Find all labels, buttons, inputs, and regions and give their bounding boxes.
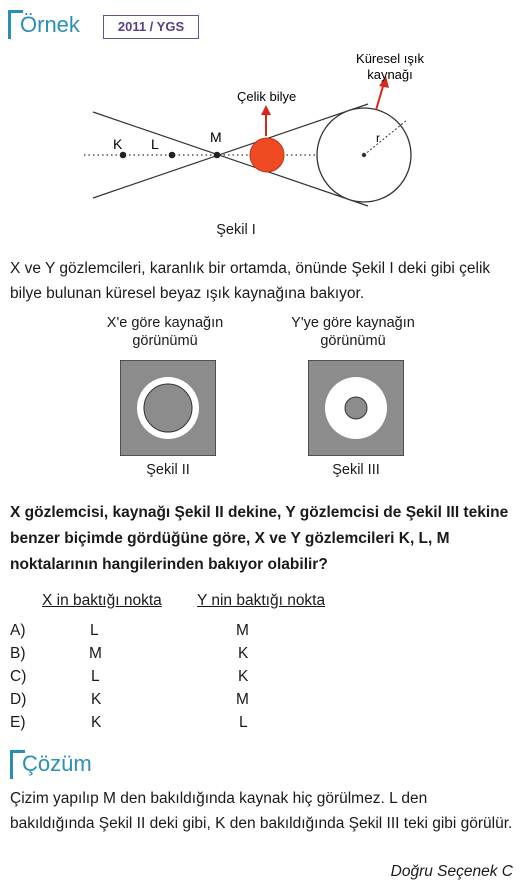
exam-tag: 2011 / YGS [103,15,199,39]
source-arrow-shaft [376,83,384,110]
solution-paragraph: Çizim yapılıp M den bakıldığında kaynak hiç görülmez. L den bakıldığında Şekil II deki gibi, K den bakıldığında Şekil III teki gibi görülür. [10,790,513,832]
figure-3-title: Y'ye göre kaynağın görünümü [291,315,415,349]
option-a-y: M [236,622,249,639]
option-b-letter[interactable]: B) [10,645,26,662]
option-c-y: K [238,668,249,685]
option-c-x: L [91,668,100,685]
option-e-x: K [91,714,102,731]
point-m-dot [214,152,221,159]
option-a-x: L [90,622,99,639]
steel-ball-label: Çelik bilye [237,89,297,104]
ornek-title: Örnek [20,12,80,37]
point-k-label: K [113,136,123,152]
correct-answer: Doğru Seçenek C [390,863,513,880]
figure-3-view [308,360,404,456]
option-d-x: K [91,691,102,708]
figure-3-ball-disk [345,397,367,419]
intro-paragraph: X ve Y gözlemcileri, karanlık bir ortamda, önünde Şekil I deki gibi çelik bilye bulunan küresel beyaz ışık kaynağına bakıyor. [10,260,491,302]
steel-ball [250,138,284,172]
point-k-dot [120,152,127,159]
column-x-header: X in baktığı nokta [42,592,162,609]
figure-2-title: X'e göre kaynağın görünümü [106,315,224,349]
ball-arrow-head [261,105,271,115]
figure-2-ball-disk [144,384,192,432]
option-b-x: M [89,645,102,662]
source-label-line1: Küresel ışık [356,51,424,66]
source-label-line2: kaynağı [367,67,413,82]
figure-2-view [120,360,216,456]
column-y-header: Y nin baktığı nokta [197,592,326,609]
option-d-y: M [236,691,249,708]
source-center [362,153,366,157]
point-l-dot [169,152,176,159]
radius-label: r [376,131,380,145]
solution-title: Çözüm [22,751,92,776]
question-paragraph: X gözlemcisi, kaynağı Şekil II dekine, Y gözlemcisi de Şekil III tekine benzer biçimde gördüğüne göre, X ve Y gözlemcileri K, L, M noktalarının hangilerinden bakıyor olabilir? [10,504,509,573]
point-l-label: L [151,136,159,152]
figure-2-caption: Şekil II [146,462,190,478]
option-c-letter[interactable]: C) [10,668,27,685]
option-a-letter[interactable]: A) [10,622,26,639]
option-e-letter[interactable]: E) [10,714,26,731]
option-d-letter[interactable]: D) [10,691,27,708]
figure-3-caption: Şekil III [332,462,380,478]
option-b-y: K [238,645,249,662]
figure-1-caption: Şekil I [216,222,256,238]
option-e-y: L [239,714,248,731]
figure-1-diagram [0,40,521,250]
point-m-label: M [210,129,222,145]
